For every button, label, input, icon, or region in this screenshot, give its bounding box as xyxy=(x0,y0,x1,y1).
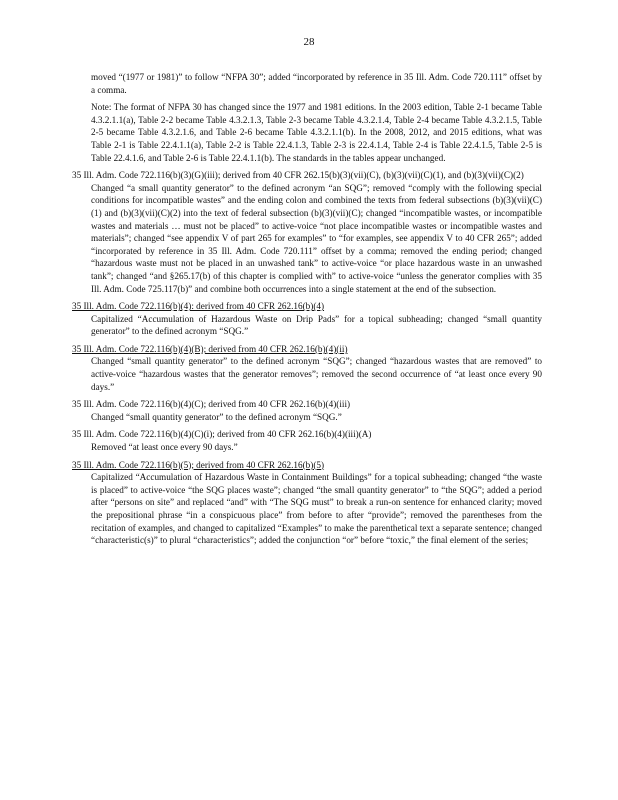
section-heading: 35 Ill. Adm. Code 722.116(b)(5); derived from 40 CFR 262.16(b)(5) xyxy=(72,459,325,470)
intro-amendment: moved “(1977 or 1981)” to follow “NFPA 30”; added “incorporated by reference in 35 Ill. Adm. Code 720.111” offset by a comma. xyxy=(91,72,542,95)
section-text: Capitalized “Accumulation of Hazardous Waste in Containment Buildings” for a topical subheading; changed “the waste is placed” to active-voice “the SQG places waste”; changed “the small quantity generator” to “the SQG”; added a period after “persons on site” and replaced “and” with “The SQG must” to break a run-on sentence for enhanced clarity; moved the prepositional phrase “in a conspicuous place” from before to after “provide”; removed the parentheses from the recitation of examples, and changed to capitalized “Examples” to make the parenthetical text a separate sentence; changed “characteristic(s)” to plural “characteristics”; added the conjunction “or” before “toxic,” the final element of the series; xyxy=(91,472,542,546)
section-722-116-b-4 xyxy=(72,300,542,338)
section-722-116-b-5 xyxy=(72,459,542,547)
section-text: Changed “small quantity generator” to the defined acronym “SQG”; changed “hazardous wastes that are removed” to active-voice “hazardous wastes that the generator removes”; removed the second occurrence of “at least once every 90 days.” xyxy=(91,356,542,392)
section-text: Removed “at least once every 90 days.” xyxy=(91,442,238,453)
page-number: 28 xyxy=(303,36,315,48)
section-text: Capitalized “Accumulation of Hazardous Waste on Drip Pads” for a topical subheading; changed “small quantity generator” to the defined acronym “SQG.” xyxy=(91,313,542,337)
section-722-116-b-4-B xyxy=(72,343,542,393)
section-722-116-b-4-C-i xyxy=(72,428,542,453)
section-722-116-b-4-C xyxy=(72,398,542,423)
document-body xyxy=(72,71,542,552)
section-text: Changed “small quantity generator” to the defined acronym “SQG.” xyxy=(91,411,342,422)
section-heading: 35 Ill. Adm. Code 722.116(b)(4)(C); derived from 40 CFR 262.16(b)(4)(iii) xyxy=(72,399,351,410)
section-722-116-b-3-G-iii xyxy=(72,169,542,295)
section-heading: 35 Ill. Adm. Code 722.116(b)(4)(B); derived from 40 CFR 262.16(b)(4)(ii) xyxy=(72,343,348,354)
section-heading: 35 Ill. Adm. Code 722.116(b)(4): derived from 40 CFR 262.16(b)(4) xyxy=(72,301,325,312)
section-heading: 35 Ill. Adm. Code 722.116(b)(4)(C)(i); derived from 40 CFR 262.16(b)(4)(iii)(A) xyxy=(72,429,372,440)
section-heading: 35 Ill. Adm. Code 722.116(b)(3)(G)(iii); derived from 40 CFR 262.15(b)(3)(vii)(C), (b)(3)(vii)(C)(1), and (b)(3)(vii)(C)(2) xyxy=(72,170,524,181)
table-note: Note: The format of NFPA 30 has changed since the 1977 and 1981 editions. In the 2003 edition, Table 2-1 became Table 4.3.2.1.1(a), Table 2-2 became Table 4.3.2.1.3, Table 2-3 became Table 4.3.2.1.4, Table 2-4 became Table 4.3.2.1.5, Table 2-5 became Table 4.3.2.1.6, and Table 2-6 became Table 4.3.2.1.1(b). In the 2008, 2012, and 2015 editions, what was Table 2-1 is Table 22.4.1.1(a), Table 2-2 is Table 22.4.1.3, Table 2-3 is 22.4.1.4, Table 2-4 is Table 22.4.1.5, Table 2-5 is Table 22.4.1.6, and Table 2-6 is Table 22.4.1.1(b). The standards in the tables appear unchanged. xyxy=(91,102,542,163)
section-text: Changed “a small quantity generator” to the defined acronym “an SQG”; removed “comply with the following special conditions for incompatible wastes” and the ending colon and combined the texts from federal subsections (b)(3)(vii)(C)(1) and (b)(3)(vii)(C)(2) into the text of federal subsection (b)(3)(vii)(C); changed “incompatible wastes, or incompatible wastes and materials … must not be placed” to active-voice “not place incompatible wastes or incompatible wastes and materials”; changed “see appendix V of part 265 for examples” to “for examples, see appendix V to 40 CFR 265”; added “incorporated by reference in 35 Ill. Adm. Code 720.111” offset by a comma; removed the ending period; changed “hazardous waste must not be placed in an unwashed tank” to active-voice “or place hazardous waste in an unwashed tank”; changed “and §265.17(b) of this chapter is complied with” to active-voice “unless the generator complies with 35 Ill. Adm. Code 725.117(b)” and combine both occurrences into a single statement at the end of the subsection. xyxy=(91,182,542,294)
